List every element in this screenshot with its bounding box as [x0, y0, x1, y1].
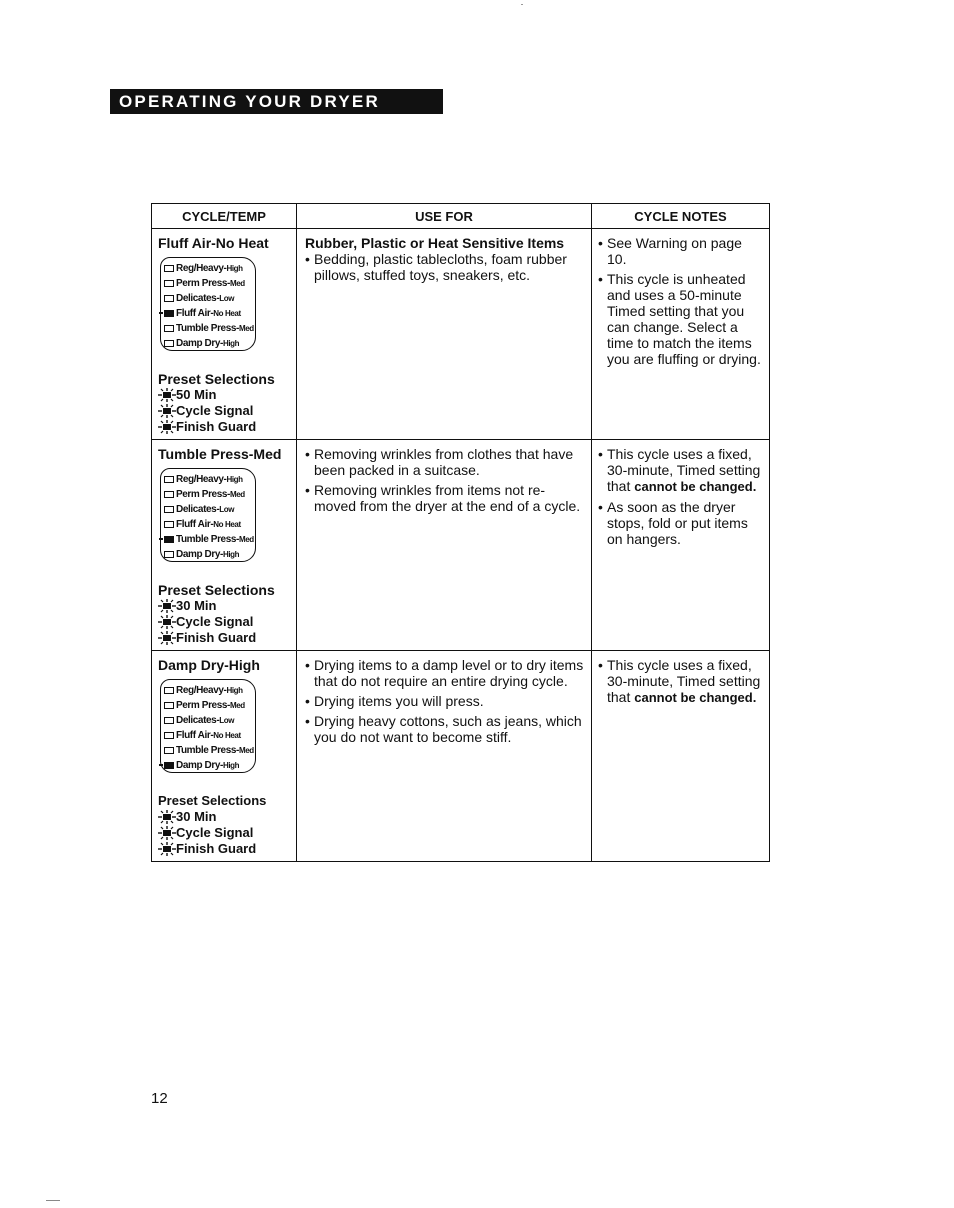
preset-item: Finish Guard	[158, 630, 292, 646]
panel-option-label: Delicates-	[176, 715, 220, 726]
column-header-cycle-notes: CYCLE NOTES	[592, 204, 770, 229]
panel-option-temp: High	[226, 686, 243, 695]
indicator-light-icon	[158, 599, 176, 613]
panel-option-label: Delicates-	[176, 293, 220, 304]
panel-option-temp: Low	[219, 505, 235, 514]
indicator-light-icon	[164, 536, 174, 543]
panel-option-label: Damp Dry-	[176, 760, 223, 771]
indicator-light-icon	[158, 826, 176, 840]
panel-option-temp: Med	[229, 701, 245, 710]
indicator-light-icon	[158, 810, 176, 824]
indicator-light-icon	[164, 702, 174, 709]
scan-speck	[521, 4, 523, 5]
cycle-note: • As soon as the dryer stops, fold or put items on hangers.	[598, 499, 763, 547]
cycle-name: Damp Dry-High	[158, 657, 260, 673]
indicator-light-icon	[158, 404, 176, 418]
panel-cycle-option	[164, 261, 255, 276]
preset-item: 50 Min	[158, 387, 292, 403]
panel-cycle-option	[164, 321, 255, 336]
cycle-cell	[152, 440, 297, 651]
panel-option-temp: Med	[238, 535, 254, 544]
panel-option-temp: Med	[229, 490, 245, 499]
panel-option-label: Reg/Heavy-	[176, 263, 227, 274]
preset-selections-title: Preset Selections	[158, 371, 275, 387]
panel-option-label: Fluff Air-	[176, 730, 214, 741]
table-row	[152, 229, 770, 440]
panel-option-label: Reg/Heavy-	[176, 474, 227, 485]
cycle-notes-cell	[592, 651, 770, 862]
panel-cycle-option	[164, 683, 255, 698]
cycle-note: • See Warning on page 10.	[598, 235, 763, 267]
use-for-item: • Drying heavy cottons, such as jeans, which you do not want to become stiff.	[305, 713, 585, 745]
panel-cycle-option	[164, 698, 255, 713]
preset-item: Cycle Signal	[158, 825, 292, 841]
section-header: OPERATING YOUR DRYER	[110, 89, 443, 114]
panel-option-label: Perm Press-	[176, 489, 230, 500]
indicator-light-icon	[164, 325, 174, 332]
panel-option-temp: No Heat	[213, 731, 241, 740]
cycle-cell	[152, 229, 297, 440]
panel-option-label: Delicates-	[176, 504, 220, 515]
indicator-light-icon	[158, 420, 176, 434]
cycle-name: Tumble Press-Med	[158, 446, 282, 462]
indicator-light-icon	[158, 388, 176, 402]
indicator-light-icon	[164, 340, 174, 347]
indicator-light-icon	[164, 732, 174, 739]
panel-option-label: Fluff Air-	[176, 308, 214, 319]
indicator-light-icon	[164, 310, 174, 317]
panel-cycle-option	[164, 547, 255, 562]
indicator-light-icon	[158, 842, 176, 856]
panel-option-temp: Low	[219, 716, 235, 725]
cycle-notes-cell	[592, 440, 770, 651]
cycle-selector-panel-illustration	[160, 468, 256, 562]
panel-option-label: Tumble Press-	[176, 745, 239, 756]
panel-option-temp: High	[226, 475, 243, 484]
panel-option-temp: No Heat	[213, 520, 241, 529]
panel-option-label: Damp Dry-	[176, 549, 223, 560]
cycle-note: • This cycle uses a fixed, 30-minute, Timed setting that cannot be changed.	[598, 446, 763, 495]
panel-cycle-option	[164, 472, 255, 487]
panel-option-label: Perm Press-	[176, 700, 230, 711]
panel-option-temp: Med	[238, 746, 254, 755]
use-for-item: • Bedding, plastic tablecloths, foam rubber pillows, stuffed toys, sneakers, etc.	[305, 251, 585, 283]
panel-cycle-option	[164, 487, 255, 502]
panel-option-temp: High	[226, 264, 243, 273]
panel-cycle-option	[164, 758, 255, 773]
table-row	[152, 440, 770, 651]
panel-cycle-option	[164, 502, 255, 517]
panel-cycle-option	[164, 336, 255, 351]
panel-option-temp: Med	[229, 279, 245, 288]
column-header-cycle-temp: CYCLE/TEMP	[152, 204, 297, 229]
indicator-light-icon	[164, 521, 174, 528]
scan-edge-mark	[46, 1200, 60, 1201]
indicator-light-icon	[164, 295, 174, 302]
cycle-note: • This cycle uses a fixed, 30-minute, Timed setting that cannot be changed.	[598, 657, 763, 706]
cycle-selector-panel-illustration	[160, 679, 256, 773]
preset-item: 30 Min	[158, 809, 292, 825]
preset-item: Finish Guard	[158, 419, 292, 435]
panel-cycle-option	[164, 743, 255, 758]
panel-cycle-option	[164, 532, 255, 547]
cycle-note: • This cycle is unheated and uses a 50-minute Timed setting that you can change. Select a time to match the items you are fluffing or drying.	[598, 271, 763, 367]
panel-option-label: Tumble Press-	[176, 534, 239, 545]
panel-option-temp: No Heat	[213, 309, 241, 318]
use-for-cell	[297, 229, 592, 440]
indicator-light-icon	[164, 762, 174, 769]
indicator-light-icon	[164, 491, 174, 498]
use-for-cell	[297, 440, 592, 651]
table-row	[152, 651, 770, 862]
panel-option-temp: Low	[219, 294, 235, 303]
panel-cycle-option	[164, 306, 255, 321]
indicator-light-icon	[164, 747, 174, 754]
panel-option-temp: Med	[238, 324, 254, 333]
panel-option-label: Tumble Press-	[176, 323, 239, 334]
cycle-notes-cell	[592, 229, 770, 440]
use-for-item: • Removing wrinkles from clothes that have been packed in a suitcase.	[305, 446, 585, 478]
indicator-light-icon	[164, 506, 174, 513]
use-for-cell	[297, 651, 592, 862]
indicator-light-icon	[164, 476, 174, 483]
preset-item: Cycle Signal	[158, 614, 292, 630]
preset-item: Finish Guard	[158, 841, 292, 857]
indicator-light-icon	[164, 280, 174, 287]
panel-cycle-option	[164, 713, 255, 728]
indicator-light-icon	[158, 615, 176, 629]
panel-option-label: Perm Press-	[176, 278, 230, 289]
preset-selections-title: Preset Selections	[158, 793, 267, 808]
indicator-light-icon	[164, 265, 174, 272]
panel-cycle-option	[164, 276, 255, 291]
cycle-selector-panel-illustration	[160, 257, 256, 351]
panel-option-label: Damp Dry-	[176, 338, 223, 349]
indicator-light-icon	[164, 687, 174, 694]
cycle-table	[151, 203, 770, 862]
panel-option-temp: High	[222, 761, 240, 770]
table-header-row	[152, 204, 770, 229]
panel-option-temp: High	[222, 339, 240, 348]
column-header-use-for: USE FOR	[297, 204, 592, 229]
page-number: 12	[151, 1090, 168, 1107]
preset-selections-title: Preset Selections	[158, 582, 275, 598]
panel-cycle-option	[164, 728, 255, 743]
preset-item: 30 Min	[158, 598, 292, 614]
indicator-light-icon	[164, 717, 174, 724]
panel-option-label: Reg/Heavy-	[176, 685, 227, 696]
use-for-item: • Drying items you will press.	[305, 693, 585, 709]
indicator-light-icon	[164, 551, 174, 558]
panel-option-label: Fluff Air-	[176, 519, 214, 530]
use-for-item: • Drying items to a damp level or to dry items that do not require an entire drying cycle.	[305, 657, 585, 689]
panel-cycle-option	[164, 517, 255, 532]
cycle-name: Fluff Air-No Heat	[158, 235, 269, 251]
indicator-light-icon	[158, 631, 176, 645]
cycle-cell	[152, 651, 297, 862]
panel-option-temp: High	[222, 550, 240, 559]
use-for-item: • Removing wrinkles from items not re- moved from the dryer at the end of a cycle.	[305, 482, 585, 514]
use-for-heading: Rubber, Plastic or Heat Sensitive Items	[305, 235, 565, 251]
panel-cycle-option	[164, 291, 255, 306]
preset-item: Cycle Signal	[158, 403, 292, 419]
